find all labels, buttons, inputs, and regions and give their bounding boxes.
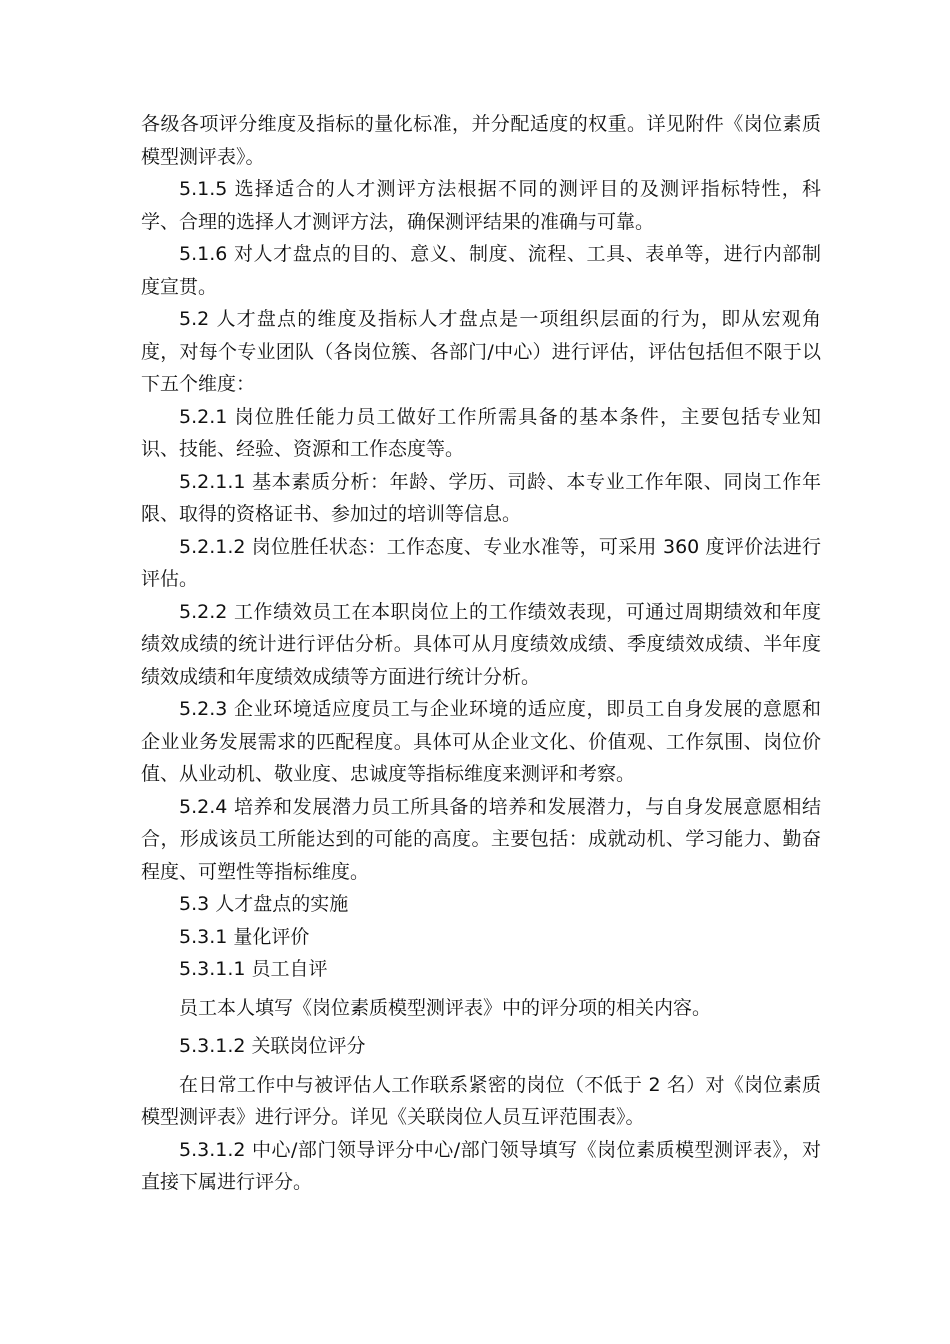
paragraph-leader-evaluation: 5.3.1.2 中心/部门领导评分中心/部门领导填写《岗位素质模型测评表》，对直接下属进行评分。 [141,1138,821,1193]
paragraph-5-2-3: 5.2.3 企业环境适应度员工与企业环境的适应度，即员工自身发展的意愿和企业业务发展需求的匹配程度。具体可从企业文化、价值观、工作氛围、岗位价值、从业动机、敬业度、忠诚度等指标维度来测评和考察。 [141,698,821,785]
paragraph-5-2-4: 5.2.4 培养和发展潜力员工所具备的培养和发展潜力，与自身发展意愿相结合，形成该员工所能达到的可能的高度。主要包括：成就动机、学习能力、勤奋程度、可塑性等指标维度。 [141,795,821,883]
paragraph-related-evaluation: 在日常工作中与被评估人工作联系紧密的岗位（不低于 2 名）对《岗位素质模型测评表》进行评分。详见《关联岗位人员互评范围表》。 [141,1073,821,1128]
heading-5-3-1: 5.3.1 量化评价 [179,925,310,948]
paragraph-5-2: 5.2 人才盘点的维度及指标人才盘点是一项组织层面的行为，即从宏观角度，对每个专业团队（各岗位簇、各部门/中心）进行评估，评估包括但不限于以下五个维度： [141,308,821,395]
paragraph-5-2-1-2: 5.2.1.2 岗位胜任状态：工作态度、专业水准等，可采用 360 度评价法进行评估。 [141,535,821,590]
heading-5-3-1-2-related: 5.3.1.2 关联岗位评分 [179,1035,366,1057]
document-page [141,108,821,1199]
heading-5-3-1-1: 5.3.1.1 员工自评 [179,958,328,980]
paragraph-5-1-5: 5.1.5 选择适合的人才测评方法根据不同的测评目的及测评指标特性，科学、合理的选择人才测评方法，确保测评结果的准确与可靠。 [141,178,821,233]
paragraph-weight-standard: 各级各项评分维度及指标的量化标准，并分配适度的权重。详见附件《岗位素质模型测评表》。 [141,113,821,168]
heading-5-3: 5.3 人才盘点的实施 [179,893,349,915]
paragraph-self-evaluation: 员工本人填写《岗位素质模型测评表》中的评分项的相关内容。 [179,996,712,1019]
paragraph-5-1-6: 5.1.6 对人才盘点的目的、意义、制度、流程、工具、表单等，进行内部制度宣贯。 [141,243,821,298]
paragraph-5-2-2: 5.2.2 工作绩效员工在本职岗位上的工作绩效表现，可通过周期绩效和年度绩效成绩的统计进行评估分析。具体可从月度绩效成绩、季度绩效成绩、半年度绩效成绩和年度绩效成绩等方面进行统计分析。 [141,600,821,688]
paragraph-5-2-1: 5.2.1 岗位胜任能力员工做好工作所需具备的基本条件，主要包括专业知识、技能、经验、资源和工作态度等。 [141,405,821,460]
paragraph-5-2-1-1: 5.2.1.1 基本素质分析：年龄、学历、司龄、本专业工作年限、同岗工作年限、取得的资格证书、参加过的培训等信息。 [141,470,821,525]
